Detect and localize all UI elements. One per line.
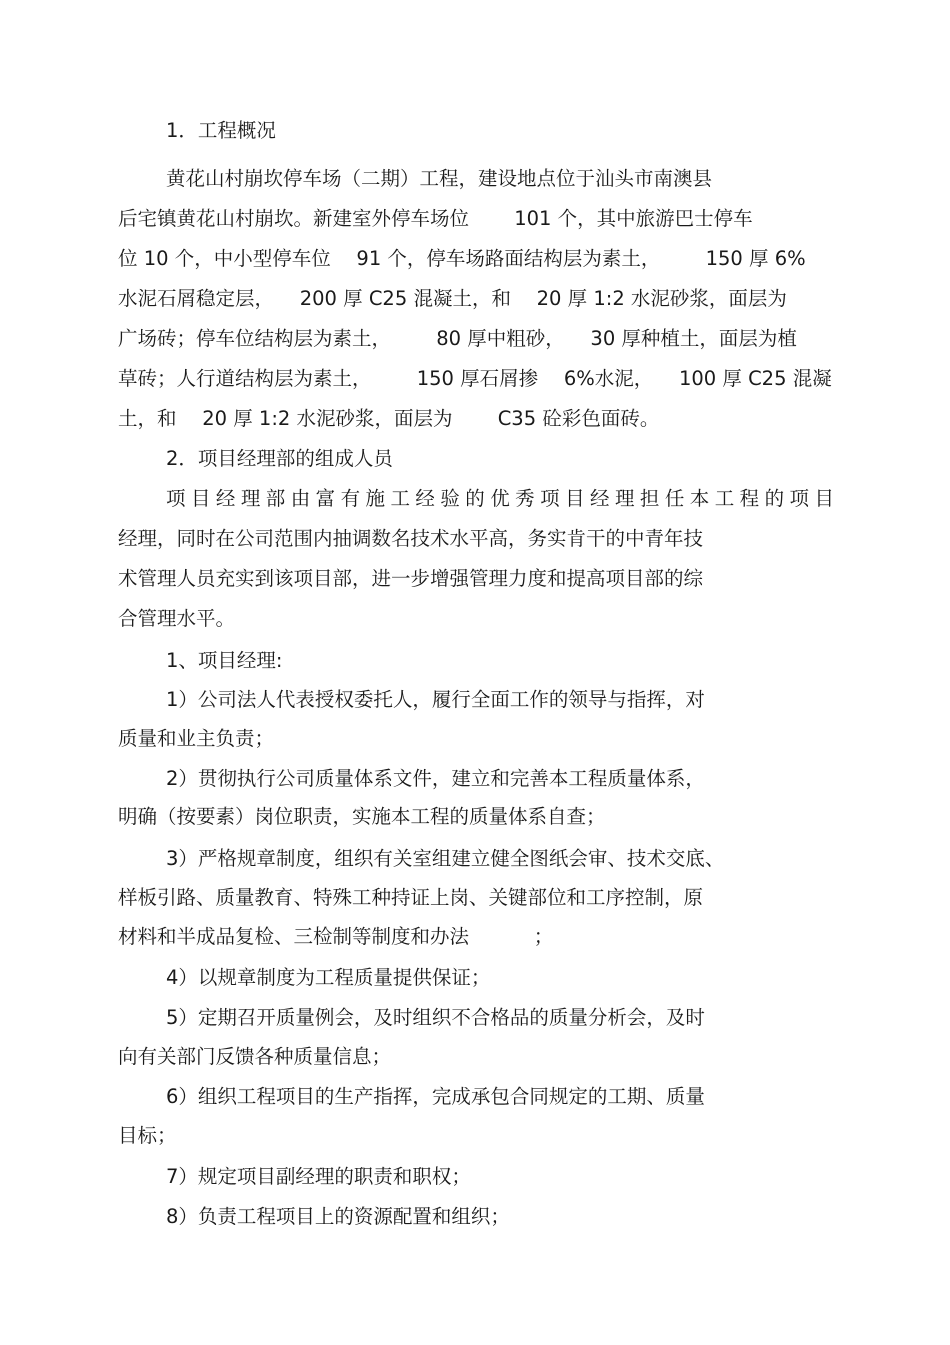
paragraph-line: 合管理水平。 (118, 607, 236, 630)
list-item-line: 1）公司法人代表授权委托人，履行全面工作的领导与指挥，对 (166, 688, 705, 711)
paragraph-line: 广场砖；停车位结构层为素土， 80 厚中粗砂， 30 厚种植土，面层为植 (118, 327, 797, 350)
paragraph-line: 黄花山村崩坎停车场（二期）工程，建设地点位于汕头市南澳县 (166, 167, 713, 190)
paragraph-line: 后宅镇黄花山村崩坎。新建室外停车场位 101 个，其中旅游巴士停车 (118, 207, 753, 230)
list-item-line: 样板引路、质量教育、特殊工种持证上岗、关键部位和工序控制，原 (118, 886, 704, 909)
list-item-line: 8）负责工程项目上的资源配置和组织； (166, 1205, 510, 1228)
paragraph-line: 水泥石屑稳定层， 200 厚 C25 混凝土，和 20 厚 1:2 水泥砂浆，面层为 (118, 287, 787, 310)
section-heading-personnel: 2．项目经理部的组成人员 (166, 447, 393, 470)
paragraph-line: 草砖；人行道结构层为素土， 150 厚石屑掺 6%水泥， 100 厚 C25 混凝 (118, 367, 832, 390)
section-heading-overview: 1．工程概况 (166, 119, 276, 142)
list-item-line: 7）规定项目副经理的职责和职权； (166, 1165, 471, 1188)
list-item-line: 材料和半成品复检、三检制等制度和办法 ； (118, 925, 554, 948)
list-item-line: 3）严格规章制度，组织有关室组建立健全图纸会审、技术交底、 (166, 847, 725, 870)
paragraph-line: 土，和 20 厚 1:2 水泥砂浆，面层为 C35 砼彩色面砖。 (118, 407, 660, 430)
list-item-line: 质量和业主负责； (118, 727, 275, 750)
list-item-line: 5）定期召开质量例会，及时组织不合格品的质量分析会，及时 (166, 1006, 705, 1029)
subsection-title-project-manager: 1、项目经理: (166, 649, 283, 672)
list-item-line: 明确（按要素）岗位职责，实施本工程的质量体系自查； (118, 805, 606, 828)
paragraph-line: 术管理人员充实到该项目部，进一步增强管理力度和提高项目部的综 (118, 567, 704, 590)
paragraph-line: 经理，同时在公司范围内抽调数名技术水平高，务实肯干的中青年技 (118, 527, 704, 550)
list-item-line: 向有关部门反馈各种质量信息； (118, 1045, 392, 1068)
list-item-line: 6）组织工程项目的生产指挥，完成承包合同规定的工期、质量 (166, 1085, 705, 1108)
list-item-line: 4）以规章制度为工程质量提供保证； (166, 966, 491, 989)
list-item-line: 2）贯彻执行公司质量体系文件，建立和完善本工程质量体系， (166, 767, 705, 790)
paragraph-line: 位 10 个，中小型停车位 91 个，停车场路面结构层为素土， 150 厚 6% (118, 247, 806, 270)
list-item-line: 目标； (118, 1124, 177, 1147)
paragraph-line: 项目经理部由富有施工经验的优秀项目经理担任本工程的项目 (166, 487, 834, 510)
